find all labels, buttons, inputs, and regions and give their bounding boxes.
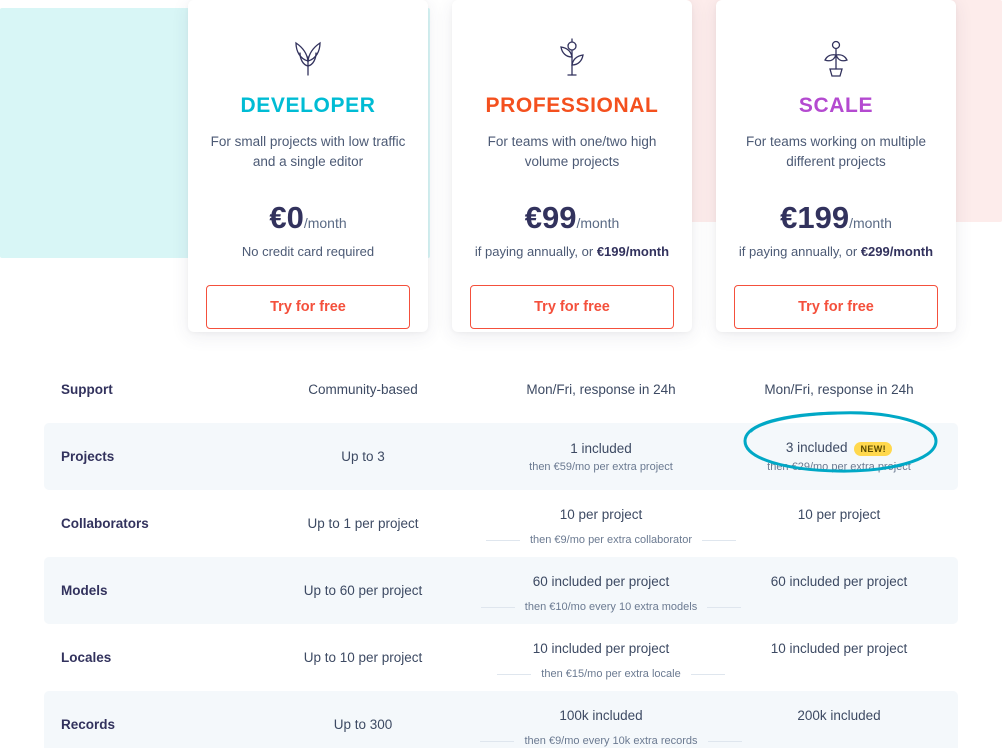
cell-main: 200k included [797,708,881,723]
cell-sub-text: then €9/mo every 10k extra records [524,735,698,747]
plan-price-amount: €199 [780,200,850,235]
try-for-free-button-scale[interactable]: Try for free [734,285,938,329]
cell-main: 100k included [559,708,643,723]
table-row [44,557,958,624]
cell-sub-spanned [272,735,950,747]
cell-main: Mon/Fri, response in 24h [526,382,676,397]
pricing-plans [188,0,958,332]
cell-main: 1 included [570,440,632,456]
cell-sub-spanned [272,601,950,613]
plan-card-scale[interactable] [716,0,956,332]
plan-note-strong: €299/month [860,244,934,259]
plan-description: For small projects with low traffic and a single editor [210,134,406,169]
new-badge: NEW! [854,442,892,456]
table-row [44,691,958,748]
feature-comparison-table [44,356,958,748]
feature-label: Projects [61,449,115,464]
plan-name: SCALE [798,94,874,117]
cell-main [726,440,952,455]
table-cell [244,382,482,397]
plan-price [734,200,938,236]
cell-sub-text: then €15/mo per extra locale [541,668,681,680]
cell-main: Up to 1 per project [307,516,419,531]
cell-main: 60 included per project [770,574,908,589]
table-cell [482,382,720,397]
cell-main: Up to 60 per project [303,583,423,598]
plan-card-professional[interactable] [452,0,692,332]
cell-sub-text: then €9/mo per extra collaborator [529,534,693,546]
feature-label: Collaborators [61,516,149,531]
table-row [44,423,958,490]
table-cell [244,583,482,598]
cell-sub: then €59/mo per extra project [529,460,673,473]
feature-label: Support [61,382,113,397]
table-cell [244,650,482,665]
plan-card-developer[interactable] [188,0,428,332]
table-row [44,356,958,423]
plan-price-amount: €99 [524,200,577,235]
cell-main: Up to 300 [333,717,393,732]
cell-main: 10 per project [559,507,643,522]
cell-main: 10 per project [797,507,881,522]
cell-sub: then €29/mo per extra project [767,460,911,473]
plan-note: No credit card required [241,244,375,259]
table-cell [720,382,958,397]
feature-label: Locales [61,650,112,665]
plan-price-period: /month [576,215,620,231]
cell-main: Mon/Fri, response in 24h [764,382,914,397]
cell-main-text: 3 included [785,440,848,456]
cell-main: Up to 3 [341,449,385,464]
try-for-free-button-developer[interactable]: Try for free [206,285,410,329]
cell-sub-spanned [272,534,950,546]
plan-price-period: /month [303,215,347,231]
cell-sub-text: then €10/mo every 10 extra models [524,601,698,613]
cell-main: Up to 10 per project [303,650,423,665]
table-cell [720,440,958,472]
table-row [44,490,958,557]
cell-main: Community-based [308,382,418,397]
cell-sub-spanned [272,668,950,680]
cell-main: 60 included per project [532,574,670,589]
feature-label: Models [61,583,108,598]
plan-description: For teams with one/two high volume projects [487,134,657,169]
table-row [44,624,958,691]
table-cell [482,441,720,473]
cell-main: 10 included per project [532,641,670,656]
feature-label: Records [61,717,116,732]
grass-plant-icon [206,34,410,80]
flower-plant-icon [470,34,674,80]
plan-note-strong: €199/month [596,244,670,259]
plan-note-prefix: if paying annually, or [474,244,597,259]
plan-name: DEVELOPER [240,94,376,117]
plan-note-prefix: if paying annually, or [738,244,861,259]
table-cell [244,717,482,732]
try-for-free-button-professional[interactable]: Try for free [470,285,674,329]
plan-price [206,200,410,236]
potted-plant-icon [734,34,938,80]
table-cell [244,449,482,464]
table-cell [244,516,482,531]
plan-price [470,200,674,236]
plan-note [470,244,674,259]
plan-description: For teams working on multiple different projects [745,134,927,169]
plan-name: PROFESSIONAL [485,94,659,117]
plan-price-period: /month [849,215,892,231]
plan-note [734,244,938,259]
cell-main: 10 included per project [770,641,908,656]
plan-price-amount: €0 [269,200,304,235]
